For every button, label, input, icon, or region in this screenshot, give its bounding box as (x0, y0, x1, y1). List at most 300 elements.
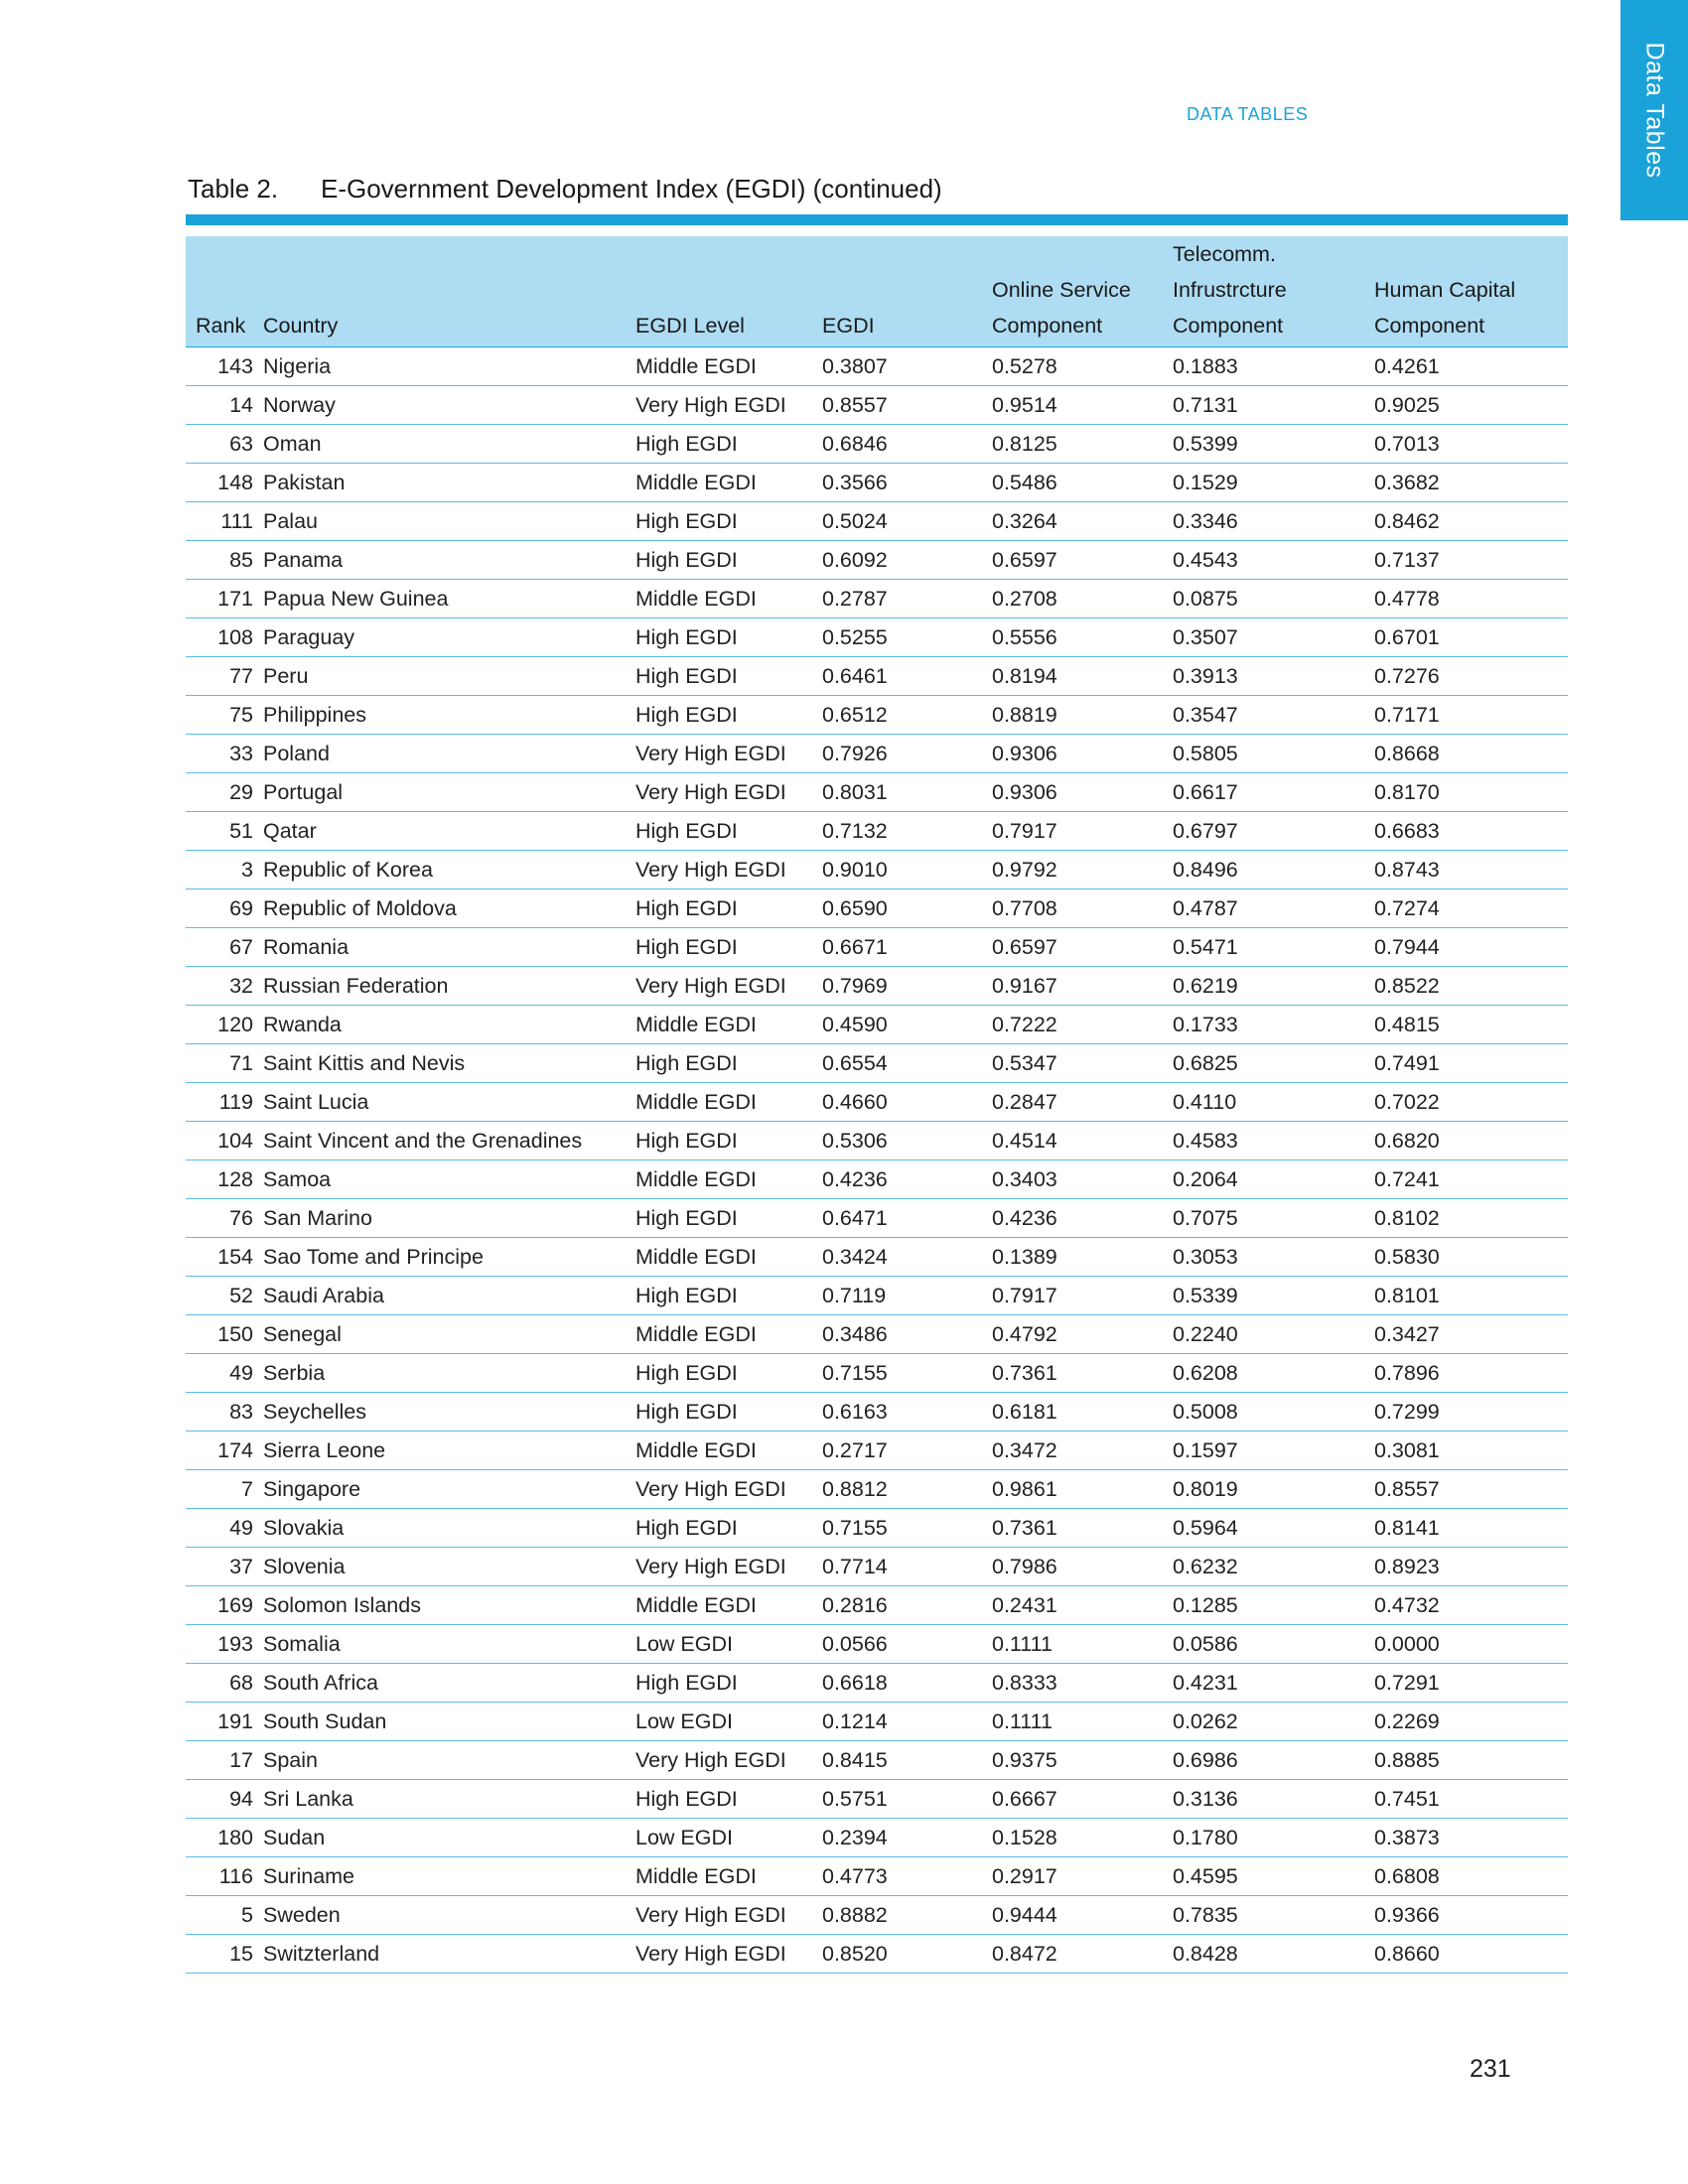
cell-egdi: 0.6461 (822, 657, 992, 696)
cell-rank: 191 (186, 1703, 263, 1741)
cell-rank: 33 (186, 735, 263, 773)
cell-online-service: 0.9306 (992, 773, 1173, 812)
cell-rank: 67 (186, 928, 263, 967)
cell-egdi: 0.1214 (822, 1703, 992, 1741)
cell-rank: 119 (186, 1083, 263, 1122)
cell-human-capital: 0.7274 (1374, 889, 1568, 928)
cell-human-capital: 0.7491 (1374, 1044, 1568, 1083)
cell-telecomm: 0.4787 (1173, 889, 1374, 928)
cell-telecomm: 0.2064 (1173, 1160, 1374, 1199)
cell-country: Rwanda (263, 1006, 635, 1044)
table-number: Table 2. (188, 174, 279, 204)
cell-online-service: 0.3472 (992, 1432, 1173, 1470)
cell-egdi-level: High EGDI (635, 1122, 822, 1160)
cell-egdi-level: Very High EGDI (635, 1935, 822, 1974)
cell-telecomm: 0.5964 (1173, 1509, 1374, 1548)
cell-egdi: 0.5751 (822, 1780, 992, 1819)
header-online-service (992, 236, 1173, 347)
table-row (186, 1122, 1568, 1160)
cell-rank: 77 (186, 657, 263, 696)
cell-human-capital: 0.7299 (1374, 1393, 1568, 1432)
cell-country: Oman (263, 425, 635, 464)
cell-rank: 71 (186, 1044, 263, 1083)
cell-telecomm: 0.2240 (1173, 1315, 1374, 1354)
cell-egdi-level: Middle EGDI (635, 1857, 822, 1896)
cell-human-capital: 0.7022 (1374, 1083, 1568, 1122)
cell-rank: 150 (186, 1315, 263, 1354)
cell-country: South Sudan (263, 1703, 635, 1741)
table-row (186, 1664, 1568, 1703)
table-row (186, 1432, 1568, 1470)
cell-country: Serbia (263, 1354, 635, 1393)
cell-online-service: 0.2431 (992, 1586, 1173, 1625)
cell-human-capital: 0.6820 (1374, 1122, 1568, 1160)
cell-egdi-level: Very High EGDI (635, 1470, 822, 1509)
cell-online-service: 0.9375 (992, 1741, 1173, 1780)
cell-egdi-level: Middle EGDI (635, 580, 822, 618)
cell-egdi: 0.6554 (822, 1044, 992, 1083)
cell-human-capital: 0.7291 (1374, 1664, 1568, 1703)
cell-rank: 32 (186, 967, 263, 1006)
cell-egdi: 0.2717 (822, 1432, 992, 1470)
cell-egdi: 0.4773 (822, 1857, 992, 1896)
cell-country: Papua New Guinea (263, 580, 635, 618)
cell-human-capital: 0.7171 (1374, 696, 1568, 735)
table-row (186, 425, 1568, 464)
cell-rank: 37 (186, 1548, 263, 1586)
cell-egdi: 0.8520 (822, 1935, 992, 1974)
cell-rank: 15 (186, 1935, 263, 1974)
cell-country: Slovakia (263, 1509, 635, 1548)
section-side-tab-label: Data Tables (1640, 42, 1669, 179)
cell-egdi-level: Very High EGDI (635, 773, 822, 812)
cell-online-service: 0.6597 (992, 928, 1173, 967)
cell-human-capital: 0.6701 (1374, 618, 1568, 657)
cell-egdi-level: Very High EGDI (635, 1741, 822, 1780)
cell-human-capital: 0.3682 (1374, 464, 1568, 502)
cell-online-service: 0.5278 (992, 347, 1173, 386)
cell-country: Romania (263, 928, 635, 967)
cell-online-service: 0.9167 (992, 967, 1173, 1006)
cell-rank: 49 (186, 1354, 263, 1393)
cell-country: Palau (263, 502, 635, 541)
cell-online-service: 0.9444 (992, 1896, 1173, 1935)
cell-human-capital: 0.7896 (1374, 1354, 1568, 1393)
cell-online-service: 0.6597 (992, 541, 1173, 580)
cell-rank: 63 (186, 425, 263, 464)
cell-rank: 104 (186, 1122, 263, 1160)
table-row (186, 464, 1568, 502)
table-row (186, 1315, 1568, 1354)
cell-human-capital: 0.8170 (1374, 773, 1568, 812)
cell-online-service: 0.2917 (992, 1857, 1173, 1896)
cell-telecomm: 0.3346 (1173, 502, 1374, 541)
cell-telecomm: 0.8428 (1173, 1935, 1374, 1974)
cell-egdi-level: High EGDI (635, 1780, 822, 1819)
cell-rank: 128 (186, 1160, 263, 1199)
table-row (186, 1044, 1568, 1083)
table-title (188, 174, 942, 205)
table-row (186, 580, 1568, 618)
cell-online-service: 0.1389 (992, 1238, 1173, 1277)
cell-online-service: 0.6181 (992, 1393, 1173, 1432)
cell-country: Norway (263, 386, 635, 425)
cell-rank: 94 (186, 1780, 263, 1819)
table-row (186, 1160, 1568, 1199)
cell-egdi-level: High EGDI (635, 1354, 822, 1393)
cell-human-capital: 0.7451 (1374, 1780, 1568, 1819)
cell-rank: 169 (186, 1586, 263, 1625)
cell-rank: 49 (186, 1509, 263, 1548)
table-row (186, 1354, 1568, 1393)
cell-egdi-level: High EGDI (635, 1509, 822, 1548)
table-title-text: E-Government Development Index (EGDI) (continued) (321, 174, 942, 204)
cell-egdi: 0.6671 (822, 928, 992, 967)
cell-rank: 52 (186, 1277, 263, 1315)
cell-egdi-level: High EGDI (635, 657, 822, 696)
cell-egdi-level: Middle EGDI (635, 1006, 822, 1044)
cell-telecomm: 0.1883 (1173, 347, 1374, 386)
cell-egdi-level: High EGDI (635, 1199, 822, 1238)
table-row (186, 1006, 1568, 1044)
cell-egdi: 0.6512 (822, 696, 992, 735)
cell-egdi: 0.7155 (822, 1354, 992, 1393)
cell-human-capital: 0.9025 (1374, 386, 1568, 425)
cell-human-capital: 0.8557 (1374, 1470, 1568, 1509)
cell-telecomm: 0.4543 (1173, 541, 1374, 580)
cell-country: Singapore (263, 1470, 635, 1509)
cell-telecomm: 0.5008 (1173, 1393, 1374, 1432)
cell-country: Suriname (263, 1857, 635, 1896)
cell-egdi: 0.8415 (822, 1741, 992, 1780)
table-row (186, 1548, 1568, 1586)
cell-online-service: 0.7222 (992, 1006, 1173, 1044)
cell-rank: 120 (186, 1006, 263, 1044)
cell-country: San Marino (263, 1199, 635, 1238)
cell-egdi: 0.8812 (822, 1470, 992, 1509)
cell-telecomm: 0.1733 (1173, 1006, 1374, 1044)
cell-rank: 154 (186, 1238, 263, 1277)
cell-human-capital: 0.6683 (1374, 812, 1568, 851)
table-row (186, 1896, 1568, 1935)
cell-egdi: 0.6846 (822, 425, 992, 464)
cell-country: Sudan (263, 1819, 635, 1857)
cell-online-service: 0.4236 (992, 1199, 1173, 1238)
table-header-row (186, 236, 1568, 347)
cell-rank: 143 (186, 347, 263, 386)
header-rank: Rank (186, 236, 263, 347)
cell-rank: 116 (186, 1857, 263, 1896)
cell-egdi-level: Middle EGDI (635, 1315, 822, 1354)
header-human-capital-line2: Component (1374, 314, 1485, 338)
cell-telecomm: 0.4583 (1173, 1122, 1374, 1160)
cell-online-service: 0.7708 (992, 889, 1173, 928)
cell-telecomm: 0.4595 (1173, 1857, 1374, 1896)
cell-telecomm: 0.7835 (1173, 1896, 1374, 1935)
cell-online-service: 0.9514 (992, 386, 1173, 425)
cell-egdi-level: Middle EGDI (635, 1160, 822, 1199)
cell-rank: 83 (186, 1393, 263, 1432)
cell-telecomm: 0.7131 (1173, 386, 1374, 425)
cell-rank: 17 (186, 1741, 263, 1780)
cell-human-capital: 0.8743 (1374, 851, 1568, 889)
cell-rank: 7 (186, 1470, 263, 1509)
cell-country: Paraguay (263, 618, 635, 657)
cell-egdi: 0.7926 (822, 735, 992, 773)
cell-country: South Africa (263, 1664, 635, 1703)
cell-egdi-level: High EGDI (635, 1277, 822, 1315)
header-human-capital (1374, 236, 1568, 347)
table-row (186, 657, 1568, 696)
table-row (186, 1083, 1568, 1122)
header-telecomm-line3: Component (1173, 314, 1284, 338)
running-head: DATA TABLES (1187, 104, 1309, 124)
cell-country: Slovenia (263, 1548, 635, 1586)
cell-egdi-level: Very High EGDI (635, 1548, 822, 1586)
cell-egdi: 0.8557 (822, 386, 992, 425)
table-row (186, 1277, 1568, 1315)
cell-rank: 85 (186, 541, 263, 580)
cell-rank: 68 (186, 1664, 263, 1703)
table-row (186, 773, 1568, 812)
cell-egdi: 0.7132 (822, 812, 992, 851)
cell-online-service: 0.8472 (992, 1935, 1173, 1974)
cell-egdi: 0.9010 (822, 851, 992, 889)
cell-online-service: 0.3403 (992, 1160, 1173, 1199)
cell-egdi: 0.3807 (822, 347, 992, 386)
cell-rank: 76 (186, 1199, 263, 1238)
cell-human-capital: 0.9366 (1374, 1896, 1568, 1935)
cell-online-service: 0.9306 (992, 735, 1173, 773)
cell-country: Peru (263, 657, 635, 696)
cell-egdi-level: Middle EGDI (635, 347, 822, 386)
cell-online-service: 0.2708 (992, 580, 1173, 618)
cell-telecomm: 0.1780 (1173, 1819, 1374, 1857)
cell-telecomm: 0.7075 (1173, 1199, 1374, 1238)
cell-egdi: 0.8882 (822, 1896, 992, 1935)
cell-egdi: 0.7155 (822, 1509, 992, 1548)
table-row (186, 386, 1568, 425)
cell-human-capital: 0.0000 (1374, 1625, 1568, 1664)
table-row (186, 967, 1568, 1006)
cell-human-capital: 0.7013 (1374, 425, 1568, 464)
cell-egdi: 0.0566 (822, 1625, 992, 1664)
cell-telecomm: 0.5339 (1173, 1277, 1374, 1315)
table-row (186, 1470, 1568, 1509)
cell-egdi-level: High EGDI (635, 1044, 822, 1083)
cell-human-capital: 0.8668 (1374, 735, 1568, 773)
cell-rank: 180 (186, 1819, 263, 1857)
cell-egdi-level: Middle EGDI (635, 1083, 822, 1122)
cell-country: Panama (263, 541, 635, 580)
cell-telecomm: 0.5471 (1173, 928, 1374, 967)
cell-human-capital: 0.4815 (1374, 1006, 1568, 1044)
cell-telecomm: 0.1597 (1173, 1432, 1374, 1470)
header-egdi-level: EGDI Level (635, 236, 822, 347)
cell-country: Pakistan (263, 464, 635, 502)
cell-country: Portugal (263, 773, 635, 812)
egdi-table (186, 236, 1568, 1974)
cell-rank: 111 (186, 502, 263, 541)
cell-online-service: 0.8125 (992, 425, 1173, 464)
cell-country: Seychelles (263, 1393, 635, 1432)
header-country: Country (263, 236, 635, 347)
cell-egdi: 0.5024 (822, 502, 992, 541)
cell-rank: 171 (186, 580, 263, 618)
cell-telecomm: 0.1285 (1173, 1586, 1374, 1625)
cell-human-capital: 0.8102 (1374, 1199, 1568, 1238)
cell-egdi: 0.6092 (822, 541, 992, 580)
cell-online-service: 0.6667 (992, 1780, 1173, 1819)
table-row (186, 618, 1568, 657)
header-egdi: EGDI (822, 236, 992, 347)
cell-online-service: 0.5347 (992, 1044, 1173, 1083)
cell-telecomm: 0.6219 (1173, 967, 1374, 1006)
cell-egdi: 0.2816 (822, 1586, 992, 1625)
cell-egdi-level: Very High EGDI (635, 851, 822, 889)
cell-country: Sao Tome and Principe (263, 1238, 635, 1277)
table-body (186, 347, 1568, 1974)
table-row (186, 1238, 1568, 1277)
cell-telecomm: 0.6232 (1173, 1548, 1374, 1586)
header-telecomm-line1: Telecomm. (1173, 242, 1276, 266)
cell-rank: 5 (186, 1896, 263, 1935)
cell-country: Saudi Arabia (263, 1277, 635, 1315)
table-row (186, 541, 1568, 580)
cell-human-capital: 0.8462 (1374, 502, 1568, 541)
table-row (186, 1393, 1568, 1432)
cell-online-service: 0.7361 (992, 1509, 1173, 1548)
cell-egdi-level: High EGDI (635, 502, 822, 541)
header-telecomm-line2: Infrustrcture (1173, 278, 1287, 302)
cell-human-capital: 0.3873 (1374, 1819, 1568, 1857)
cell-country: Sri Lanka (263, 1780, 635, 1819)
table-row (186, 1703, 1568, 1741)
table-row (186, 1586, 1568, 1625)
cell-country: Senegal (263, 1315, 635, 1354)
cell-human-capital: 0.3427 (1374, 1315, 1568, 1354)
cell-egdi-level: Low EGDI (635, 1703, 822, 1741)
cell-telecomm: 0.1529 (1173, 464, 1374, 502)
cell-online-service: 0.5486 (992, 464, 1173, 502)
table-row (186, 889, 1568, 928)
cell-online-service: 0.9861 (992, 1470, 1173, 1509)
cell-country: Republic of Moldova (263, 889, 635, 928)
cell-telecomm: 0.8019 (1173, 1470, 1374, 1509)
cell-telecomm: 0.6986 (1173, 1741, 1374, 1780)
cell-country: Sierra Leone (263, 1432, 635, 1470)
cell-egdi: 0.3424 (822, 1238, 992, 1277)
cell-human-capital: 0.6808 (1374, 1857, 1568, 1896)
table-row (186, 1625, 1568, 1664)
cell-egdi-level: High EGDI (635, 1664, 822, 1703)
cell-egdi: 0.6618 (822, 1664, 992, 1703)
cell-human-capital: 0.8660 (1374, 1935, 1568, 1974)
cell-egdi-level: Low EGDI (635, 1819, 822, 1857)
cell-country: Nigeria (263, 347, 635, 386)
cell-telecomm: 0.0875 (1173, 580, 1374, 618)
cell-human-capital: 0.7944 (1374, 928, 1568, 967)
cell-online-service: 0.2847 (992, 1083, 1173, 1122)
cell-egdi-level: Middle EGDI (635, 1238, 822, 1277)
cell-rank: 174 (186, 1432, 263, 1470)
cell-rank: 3 (186, 851, 263, 889)
page-number: 231 (1470, 2055, 1511, 2083)
cell-human-capital: 0.5830 (1374, 1238, 1568, 1277)
cell-online-service: 0.7917 (992, 812, 1173, 851)
cell-telecomm: 0.3547 (1173, 696, 1374, 735)
cell-human-capital: 0.2269 (1374, 1703, 1568, 1741)
cell-telecomm: 0.3053 (1173, 1238, 1374, 1277)
cell-rank: 51 (186, 812, 263, 851)
cell-country: Qatar (263, 812, 635, 851)
cell-egdi-level: High EGDI (635, 1393, 822, 1432)
cell-human-capital: 0.7241 (1374, 1160, 1568, 1199)
cell-egdi: 0.7119 (822, 1277, 992, 1315)
cell-egdi: 0.4590 (822, 1006, 992, 1044)
cell-human-capital: 0.8522 (1374, 967, 1568, 1006)
cell-country: Saint Lucia (263, 1083, 635, 1122)
cell-egdi: 0.8031 (822, 773, 992, 812)
cell-egdi-level: Very High EGDI (635, 386, 822, 425)
table-row (186, 347, 1568, 386)
cell-telecomm: 0.6617 (1173, 773, 1374, 812)
cell-country: Philippines (263, 696, 635, 735)
cell-telecomm: 0.6797 (1173, 812, 1374, 851)
cell-egdi: 0.4660 (822, 1083, 992, 1122)
cell-telecomm: 0.0262 (1173, 1703, 1374, 1741)
cell-human-capital: 0.8101 (1374, 1277, 1568, 1315)
cell-human-capital: 0.8141 (1374, 1509, 1568, 1548)
cell-egdi: 0.4236 (822, 1160, 992, 1199)
cell-egdi-level: High EGDI (635, 541, 822, 580)
cell-egdi: 0.6590 (822, 889, 992, 928)
cell-rank: 69 (186, 889, 263, 928)
cell-egdi: 0.7969 (822, 967, 992, 1006)
cell-egdi: 0.3566 (822, 464, 992, 502)
table-row (186, 1509, 1568, 1548)
table-row (186, 1780, 1568, 1819)
cell-egdi-level: Middle EGDI (635, 1432, 822, 1470)
cell-online-service: 0.1528 (992, 1819, 1173, 1857)
cell-egdi: 0.3486 (822, 1315, 992, 1354)
cell-human-capital: 0.8885 (1374, 1741, 1568, 1780)
title-rule (186, 214, 1568, 225)
cell-telecomm: 0.8496 (1173, 851, 1374, 889)
header-human-capital-line1: Human Capital (1374, 278, 1516, 302)
cell-online-service: 0.7361 (992, 1354, 1173, 1393)
cell-telecomm: 0.6825 (1173, 1044, 1374, 1083)
cell-telecomm: 0.3507 (1173, 618, 1374, 657)
table-row (186, 1935, 1568, 1974)
table-row (186, 1857, 1568, 1896)
cell-egdi: 0.5306 (822, 1122, 992, 1160)
cell-rank: 193 (186, 1625, 263, 1664)
cell-rank: 14 (186, 386, 263, 425)
cell-country: Switzterland (263, 1935, 635, 1974)
cell-egdi: 0.6471 (822, 1199, 992, 1238)
cell-online-service: 0.9792 (992, 851, 1173, 889)
cell-telecomm: 0.4231 (1173, 1664, 1374, 1703)
cell-human-capital: 0.3081 (1374, 1432, 1568, 1470)
cell-online-service: 0.7917 (992, 1277, 1173, 1315)
cell-country: Saint Kittis and Nevis (263, 1044, 635, 1083)
cell-country: Samoa (263, 1160, 635, 1199)
table-row (186, 1819, 1568, 1857)
cell-country: Poland (263, 735, 635, 773)
table-row (186, 812, 1568, 851)
cell-country: Saint Vincent and the Grenadines (263, 1122, 635, 1160)
